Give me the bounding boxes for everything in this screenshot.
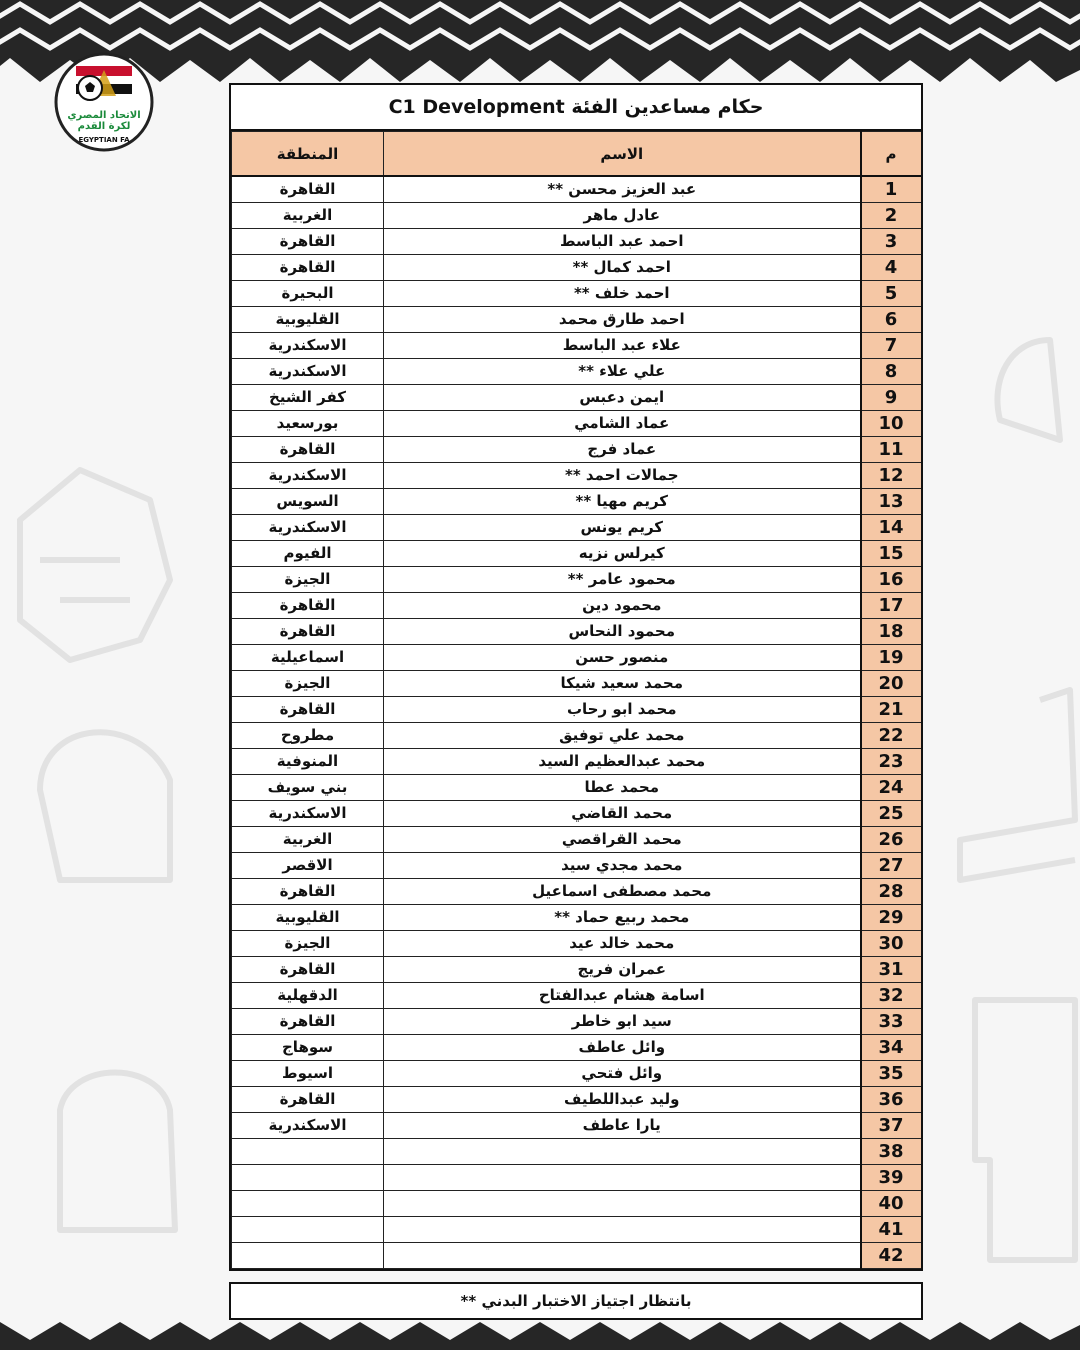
table-row bbox=[232, 255, 922, 281]
table-row bbox=[232, 801, 922, 827]
table-row bbox=[232, 567, 922, 593]
table-row bbox=[232, 593, 922, 619]
row-number: 41 bbox=[861, 1217, 922, 1243]
referee-name: محمد مجدي سيد bbox=[384, 853, 861, 879]
table-row bbox=[232, 437, 922, 463]
table-row bbox=[232, 307, 922, 333]
table-row bbox=[232, 749, 922, 775]
referee-region: بورسعيد bbox=[232, 411, 384, 437]
row-number: 16 bbox=[861, 567, 922, 593]
table-row bbox=[232, 515, 922, 541]
referee-name: محمود دين bbox=[384, 593, 861, 619]
referee-region: الاسكندرية bbox=[232, 463, 384, 489]
row-number: 36 bbox=[861, 1087, 922, 1113]
table-row bbox=[232, 1009, 922, 1035]
row-number: 23 bbox=[861, 749, 922, 775]
table-row bbox=[232, 853, 922, 879]
row-number: 32 bbox=[861, 983, 922, 1009]
referee-region: اسيوط bbox=[232, 1061, 384, 1087]
referee-name: محمد عطا bbox=[384, 775, 861, 801]
row-number: 18 bbox=[861, 619, 922, 645]
table-row bbox=[232, 463, 922, 489]
referee-region: القليوبية bbox=[232, 905, 384, 931]
table-row bbox=[232, 359, 922, 385]
referee-region: السويس bbox=[232, 489, 384, 515]
table-row bbox=[232, 1087, 922, 1113]
row-number: 1 bbox=[861, 176, 922, 203]
row-number: 35 bbox=[861, 1061, 922, 1087]
referee-name: ايمن دعبس bbox=[384, 385, 861, 411]
referee-region: سوهاج bbox=[232, 1035, 384, 1061]
row-number: 25 bbox=[861, 801, 922, 827]
svg-text:الاتحاد المصري: الاتحاد المصري bbox=[67, 110, 141, 121]
svg-text:EGYPTIAN FA: EGYPTIAN FA bbox=[78, 136, 130, 144]
referee-region: القاهرة bbox=[232, 229, 384, 255]
referee-name: احمد طارق محمد bbox=[384, 307, 861, 333]
table-row bbox=[232, 957, 922, 983]
row-number: 31 bbox=[861, 957, 922, 983]
table-row bbox=[232, 281, 922, 307]
referee-name: عمران فريج bbox=[384, 957, 861, 983]
referee-name: علاء عبد الباسط bbox=[384, 333, 861, 359]
referee-name: يارا عاطف bbox=[384, 1113, 861, 1139]
referee-name: عبد العزيز محسن ** bbox=[384, 176, 861, 203]
row-number: 40 bbox=[861, 1191, 922, 1217]
row-number: 22 bbox=[861, 723, 922, 749]
row-number: 19 bbox=[861, 645, 922, 671]
assistant-referees-sheet bbox=[229, 83, 923, 1271]
row-number: 4 bbox=[861, 255, 922, 281]
row-number: 13 bbox=[861, 489, 922, 515]
referee-name: محمد ابو رحاب bbox=[384, 697, 861, 723]
referee-region: الفيوم bbox=[232, 541, 384, 567]
row-number: 42 bbox=[861, 1243, 922, 1269]
header-region: المنطقة bbox=[232, 132, 384, 177]
table-row bbox=[232, 827, 922, 853]
referee-name: محمد سعيد شيكا bbox=[384, 671, 861, 697]
referee-name: جمالات احمد ** bbox=[384, 463, 861, 489]
referee-name: منصور حسن bbox=[384, 645, 861, 671]
table-row bbox=[232, 983, 922, 1009]
row-number: 20 bbox=[861, 671, 922, 697]
row-number: 39 bbox=[861, 1165, 922, 1191]
table-row bbox=[232, 1113, 922, 1139]
referee-name: محمد القراقصي bbox=[384, 827, 861, 853]
referee-region: الاسكندرية bbox=[232, 333, 384, 359]
referee-name bbox=[384, 1191, 861, 1217]
table-row bbox=[232, 1139, 922, 1165]
referee-region: الجيزة bbox=[232, 671, 384, 697]
row-number: 26 bbox=[861, 827, 922, 853]
referee-region: القاهرة bbox=[232, 619, 384, 645]
header-number: م bbox=[861, 132, 922, 177]
row-number: 33 bbox=[861, 1009, 922, 1035]
referee-region bbox=[232, 1139, 384, 1165]
referee-region: اسماعيلية bbox=[232, 645, 384, 671]
referee-name: وليد عبداللطيف bbox=[384, 1087, 861, 1113]
referee-region: المنوفية bbox=[232, 749, 384, 775]
row-number: 6 bbox=[861, 307, 922, 333]
table-body bbox=[232, 176, 922, 1269]
table-row bbox=[232, 411, 922, 437]
referee-region: القاهرة bbox=[232, 437, 384, 463]
referee-region: القاهرة bbox=[232, 1009, 384, 1035]
referee-name: محمد ربيع حماد ** bbox=[384, 905, 861, 931]
row-number: 21 bbox=[861, 697, 922, 723]
table-row bbox=[232, 645, 922, 671]
referee-name: محمد علي توفيق bbox=[384, 723, 861, 749]
referee-name bbox=[384, 1165, 861, 1191]
referee-name: وائل فتحي bbox=[384, 1061, 861, 1087]
referees-table bbox=[231, 131, 923, 1269]
sheet-title: حكام مساعدين الفئة C1 Development bbox=[231, 85, 921, 131]
row-number: 24 bbox=[861, 775, 922, 801]
table-row bbox=[232, 541, 922, 567]
row-number: 10 bbox=[861, 411, 922, 437]
referee-name bbox=[384, 1139, 861, 1165]
referee-region: مطروح bbox=[232, 723, 384, 749]
referee-name: عادل ماهر bbox=[384, 203, 861, 229]
row-number: 37 bbox=[861, 1113, 922, 1139]
table-row bbox=[232, 905, 922, 931]
referee-region: الجيزة bbox=[232, 567, 384, 593]
row-number: 30 bbox=[861, 931, 922, 957]
table-row bbox=[232, 775, 922, 801]
referee-region: الاقصر bbox=[232, 853, 384, 879]
referee-region: الاسكندرية bbox=[232, 359, 384, 385]
row-number: 14 bbox=[861, 515, 922, 541]
referee-region: الغربية bbox=[232, 827, 384, 853]
referee-name bbox=[384, 1243, 861, 1269]
table-row bbox=[232, 1035, 922, 1061]
referee-name: عماد فرج bbox=[384, 437, 861, 463]
table-row bbox=[232, 879, 922, 905]
table-header-row bbox=[232, 132, 922, 177]
row-number: 8 bbox=[861, 359, 922, 385]
referee-region: القاهرة bbox=[232, 593, 384, 619]
referee-name: محمد خالد عيد bbox=[384, 931, 861, 957]
referee-region: البحيرة bbox=[232, 281, 384, 307]
referee-name: محمود عامر ** bbox=[384, 567, 861, 593]
row-number: 5 bbox=[861, 281, 922, 307]
row-number: 17 bbox=[861, 593, 922, 619]
referee-region: الغربية bbox=[232, 203, 384, 229]
table-row bbox=[232, 1217, 922, 1243]
table-row bbox=[232, 619, 922, 645]
row-number: 2 bbox=[861, 203, 922, 229]
footer-note: بانتظار اجتياز الاختبار البدني ** bbox=[229, 1282, 923, 1320]
row-number: 34 bbox=[861, 1035, 922, 1061]
referee-name: اسامة هشام عبدالفتاح bbox=[384, 983, 861, 1009]
row-number: 12 bbox=[861, 463, 922, 489]
referee-region bbox=[232, 1243, 384, 1269]
row-number: 15 bbox=[861, 541, 922, 567]
table-row bbox=[232, 697, 922, 723]
row-number: 29 bbox=[861, 905, 922, 931]
table-row bbox=[232, 489, 922, 515]
referee-region: الدقهلية bbox=[232, 983, 384, 1009]
table-row bbox=[232, 1165, 922, 1191]
table-row bbox=[232, 333, 922, 359]
row-number: 3 bbox=[861, 229, 922, 255]
referee-region bbox=[232, 1191, 384, 1217]
referee-region bbox=[232, 1217, 384, 1243]
table-row bbox=[232, 203, 922, 229]
referee-region: القاهرة bbox=[232, 255, 384, 281]
row-number: 28 bbox=[861, 879, 922, 905]
referee-name: محمود النحاس bbox=[384, 619, 861, 645]
referee-name: محمد القاضي bbox=[384, 801, 861, 827]
referee-name: احمد خلف ** bbox=[384, 281, 861, 307]
row-number: 7 bbox=[861, 333, 922, 359]
referee-region: كفر الشيخ bbox=[232, 385, 384, 411]
table-row bbox=[232, 931, 922, 957]
referee-name: عماد الشامي bbox=[384, 411, 861, 437]
referee-name: احمد كمال ** bbox=[384, 255, 861, 281]
referee-region: الاسكندرية bbox=[232, 515, 384, 541]
egyptian-fa-logo bbox=[54, 52, 154, 152]
referee-name: كريم مهيا ** bbox=[384, 489, 861, 515]
table-row bbox=[232, 1191, 922, 1217]
referee-name: سيد ابو خاطر bbox=[384, 1009, 861, 1035]
referee-region: القاهرة bbox=[232, 176, 384, 203]
referee-name: محمد عبدالعظيم السيد bbox=[384, 749, 861, 775]
table-row bbox=[232, 176, 922, 203]
table-row bbox=[232, 671, 922, 697]
table-row bbox=[232, 229, 922, 255]
referee-region bbox=[232, 1165, 384, 1191]
svg-text:لكرة القدم: لكرة القدم bbox=[77, 121, 131, 132]
table-row bbox=[232, 723, 922, 749]
referee-region: الجيزة bbox=[232, 931, 384, 957]
referee-region: القليوبية bbox=[232, 307, 384, 333]
referee-name: كيرلس نزيه bbox=[384, 541, 861, 567]
referee-name: احمد عبد الباسط bbox=[384, 229, 861, 255]
referee-name: وائل عاطف bbox=[384, 1035, 861, 1061]
row-number: 11 bbox=[861, 437, 922, 463]
table-row bbox=[232, 1243, 922, 1269]
table-row bbox=[232, 1061, 922, 1087]
referee-region: القاهرة bbox=[232, 879, 384, 905]
header-name: الاسم bbox=[384, 132, 861, 177]
referee-region: القاهرة bbox=[232, 697, 384, 723]
row-number: 9 bbox=[861, 385, 922, 411]
referee-region: القاهرة bbox=[232, 1087, 384, 1113]
referee-region: القاهرة bbox=[232, 957, 384, 983]
referee-region: بني سويف bbox=[232, 775, 384, 801]
referee-name bbox=[384, 1217, 861, 1243]
row-number: 27 bbox=[861, 853, 922, 879]
referee-region: الاسكندرية bbox=[232, 801, 384, 827]
referee-name: كريم يونس bbox=[384, 515, 861, 541]
row-number: 38 bbox=[861, 1139, 922, 1165]
table-row bbox=[232, 385, 922, 411]
referee-name: علي علاء ** bbox=[384, 359, 861, 385]
referee-region: الاسكندرية bbox=[232, 1113, 384, 1139]
referee-name: محمد مصطفى اسماعيل bbox=[384, 879, 861, 905]
